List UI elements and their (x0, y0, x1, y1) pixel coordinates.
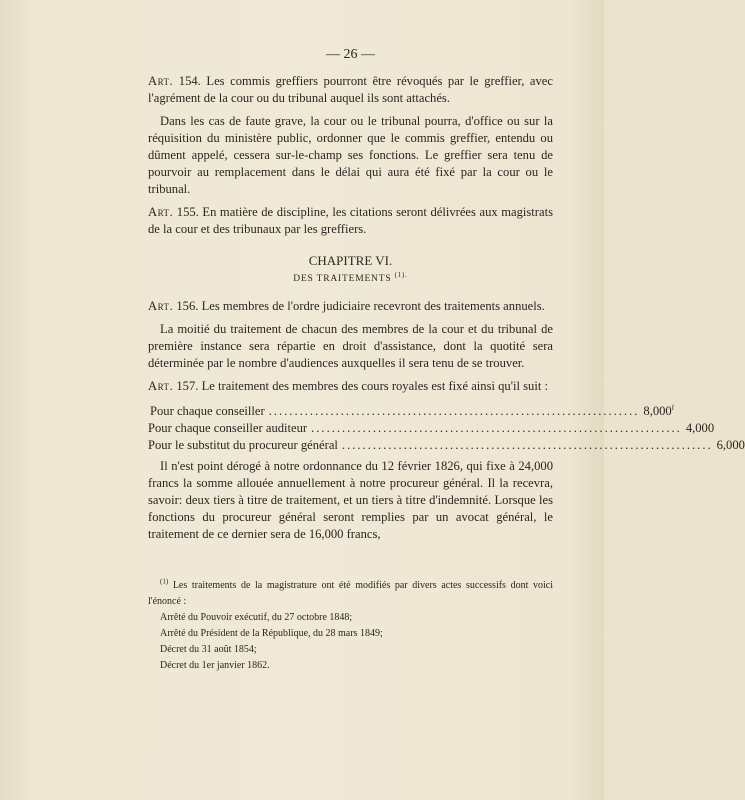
article-number: 157. (176, 379, 199, 393)
leader-dots: ........................................................................ (268, 404, 640, 418)
article-155 (148, 204, 553, 238)
footnote-reference: (1). (394, 270, 408, 279)
page-number: — 26 — (326, 47, 375, 62)
salary-label: Pour le substitut du procureur général (148, 438, 338, 452)
article-label: Art. (148, 205, 174, 219)
article-154-paragraph: Dans les cas de faute grave, la cour ou le tribunal pourra, d'office ou sur la réquisition du ministère public, ordonner que le commis greffier, entendu ou dûment appelé, cessera sur-le-champ ses fonctions. Le greffier sera tenu de pourvoir au remplacement dans le délai qui aura été fixé par la cour ou le tribunal. (148, 114, 553, 196)
salary-value: 8,000$^f$ (643, 403, 675, 418)
article-156 (148, 298, 553, 315)
footnote-item: Arrêté du Président de la République, du 28 mars 1849; (160, 628, 383, 639)
chapter-subtitle (148, 271, 553, 288)
salary-table (148, 403, 745, 454)
salary-row (148, 437, 745, 454)
salary-row (148, 403, 675, 420)
salary-label: Pour chaque conseiller (150, 404, 265, 418)
footnote-item: Décret du 1er janvier 1862. (160, 660, 270, 671)
article-label: Art. (148, 299, 174, 313)
footnote-item: Décret du 31 août 1854; (160, 644, 257, 655)
salary-value: 4,000 (685, 421, 715, 435)
article-156-paragraph: La moitié du traitement de chacun des membres de la cour et du tribunal de première instance sera répartie en droit d'assistance, dont la quotité sera déterminée par le nombre d'audiences auxquelles il sera tenu de se trouver. (148, 322, 553, 370)
article-label: Art. (148, 379, 174, 393)
footnote (148, 578, 553, 674)
chapter-subtitle-text: DES TRAITEMENTS (293, 274, 392, 284)
leader-dots: ........................................................................ (311, 421, 682, 435)
article-157 (148, 378, 553, 395)
page-body (148, 46, 745, 549)
article-number: 155. (176, 205, 199, 219)
chapter-title: CHAPITRE VI. (308, 253, 393, 268)
article-text: Le traitement des membres des cours royales est fixé ainsi qu'il suit : (201, 379, 548, 393)
article-text: Les membres de l'ordre judiciaire recevront des traitements annuels. (201, 299, 545, 313)
salary-value: 6,000 (716, 438, 745, 452)
article-label: Art. (148, 74, 174, 88)
article-text: Les commis greffiers pourront être révoqués par le greffier, avec l'agrément de la cour ou du tribunal auquel ils sont attachés. (148, 74, 553, 105)
article-number: 156. (176, 299, 199, 313)
footnote-text: $^{(1)}$ Les traitements de la magistrature ont été modifiés par divers actes successifs dont voici l'énoncé : (148, 577, 553, 607)
article-157-paragraph: Il n'est point dérogé à notre ordonnance du 12 février 1826, qui fixe à 24,000 francs la somme allouée annuellement à notre procureur général. Il la recevra, savoir: deux tiers à titre de traitement, et un tiers à titre d'indemnité. Lorsque les fonctions du procureur général seront remplies par un avocat général, le traitement de ce dernier sera de 16,000 francs, (148, 459, 553, 541)
salary-label: Pour chaque conseiller auditeur (148, 421, 308, 435)
article-text: En matière de discipline, les citations seront délivrées aux magistrats de la cour et des tribunaux par les greffiers. (148, 205, 553, 236)
footnote-marker: (1) (160, 577, 169, 586)
salary-row (148, 420, 715, 437)
article-154 (148, 73, 553, 107)
leader-dots: ........................................................................ (341, 438, 713, 452)
article-number: 154. (178, 74, 201, 88)
footnote-item: Arrêté du Pouvoir exécutif, du 27 octobre 1848; (160, 612, 353, 623)
